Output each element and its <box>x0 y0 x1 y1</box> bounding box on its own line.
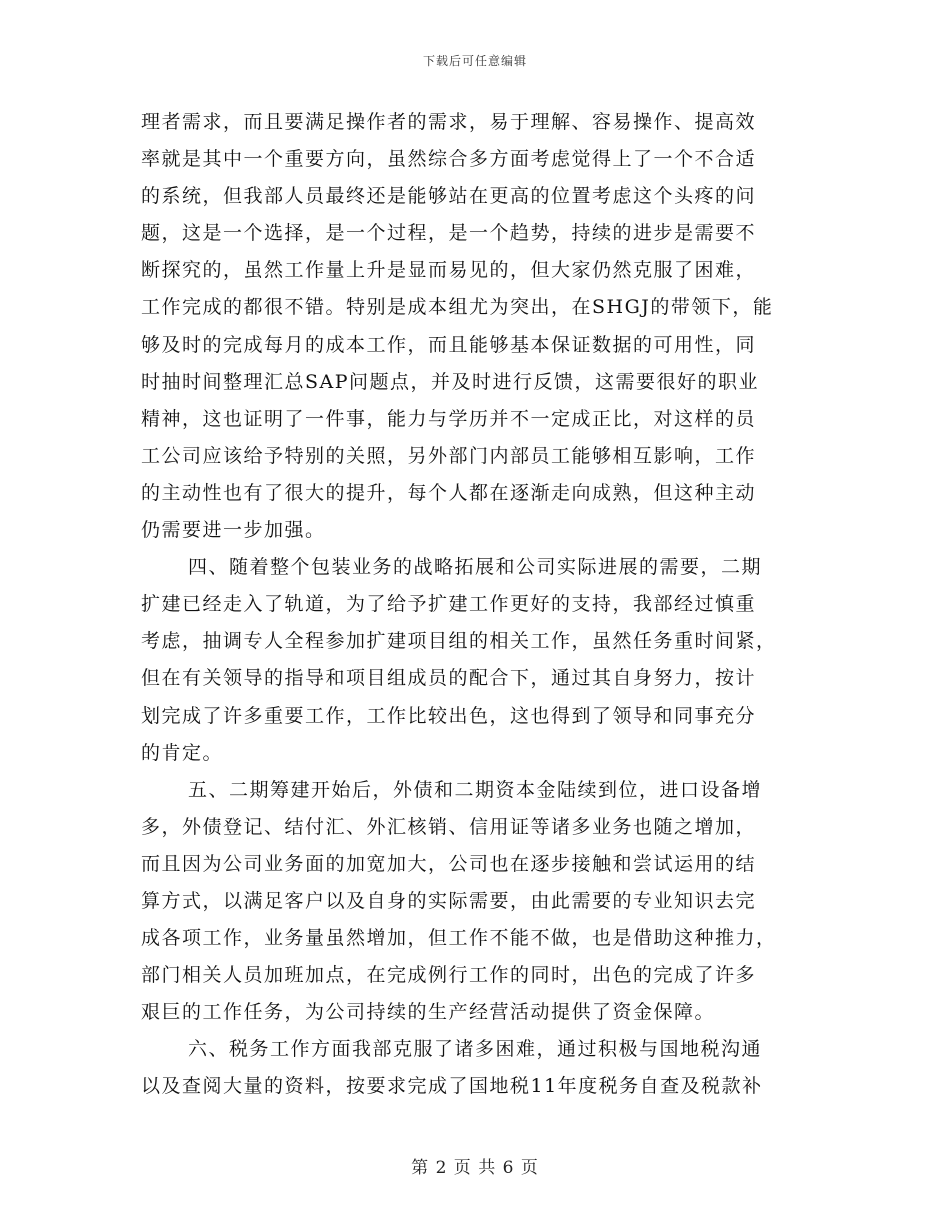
text-line: 考虑，抽调专人全程参加扩建项目组的相关工作，虽然任务重时间紧， <box>141 630 777 653</box>
text-line: 工公司应该给予特别的关照，另外部门内部员工能够相互影响，工作 <box>141 444 757 467</box>
text-line: 以及查阅大量的资料，按要求完成了国地税11年度税务自查及税款补 <box>141 1075 763 1098</box>
text-line: 艰巨的工作任务，为公司持续的生产经营活动提供了资金保障。 <box>141 1001 716 1024</box>
text-line: 六、税务工作方面我部克服了诸多困难，通过积极与国地税沟通 <box>188 1038 763 1061</box>
page-header: 下载后可任意编辑 <box>422 54 527 68</box>
text-line: 成各项工作，业务量虽然增加，但工作不能不做，也是借助这种推力， <box>141 927 777 950</box>
document-body <box>141 104 804 1106</box>
text-line: 部门相关人员加班加点，在完成例行工作的同时，出色的完成了许多 <box>141 964 757 987</box>
text-line: 工作完成的都很不错。特别是成本组尤为突出，在SHGJ的带领下，能 <box>141 296 774 319</box>
text-line: 多，外债登记、结付汇、外汇核销、信用证等诸多业务也随之增加， <box>141 815 757 838</box>
text-line: 划完成了许多重要工作，工作比较出色，这也得到了领导和同事充分 <box>141 704 757 727</box>
text-line: 的主动性也有了很大的提升，每个人都在逐渐走向成熟，但这种主动 <box>141 481 757 504</box>
text-line: 时抽时间整理汇总SAP问题点，并及时进行反馈，这需要很好的职业 <box>141 370 760 393</box>
text-line: 理者需求，而且要满足操作者的需求，易于理解、容易操作、提高效 <box>141 111 757 133</box>
text-line: 够及时的完成每月的成本工作，而且能够基本保证数据的可用性，同 <box>141 333 757 356</box>
text-line: 但在有关领导的指导和项目组成员的配合下，通过其自身努力，按计 <box>141 667 757 690</box>
text-line: 率就是其中一个重要方向，虽然综合多方面考虑觉得上了一个不合适 <box>141 148 757 171</box>
text-line: 扩建已经走入了轨道，为了给予扩建工作更好的支持，我部经过慎重 <box>141 593 757 616</box>
text-line: 算方式，以满足客户以及自身的实际需要，由此需要的专业知识去完 <box>141 889 757 912</box>
text-line: 题，这是一个选择，是一个过程，是一个趋势，持续的进步是需要不 <box>141 222 757 245</box>
text-line: 四、随着整个包装业务的战略拓展和公司实际进展的需要，二期 <box>188 556 763 579</box>
page-footer: 第 2 页 共 6 页 <box>411 1158 539 1178</box>
text-line: 的肯定。 <box>141 741 224 764</box>
text-line: 五、二期筹建开始后，外债和二期资本金陆续到位，进口设备增 <box>188 778 763 801</box>
text-line: 而且因为公司业务面的加宽加大，公司也在逐步接触和尝试运用的结 <box>141 852 757 875</box>
text-line: 仍需要进一步加强。 <box>141 519 326 542</box>
text-line: 精神，这也证明了一件事，能力与学历并不一定成正比，对这样的员 <box>141 407 757 430</box>
text-line: 断探究的，虽然工作量上升是显而易见的，但大家仍然克服了困难， <box>141 259 757 282</box>
text-line: 的系统，但我部人员最终还是能够站在更高的位置考虑这个头疼的问 <box>141 185 757 208</box>
